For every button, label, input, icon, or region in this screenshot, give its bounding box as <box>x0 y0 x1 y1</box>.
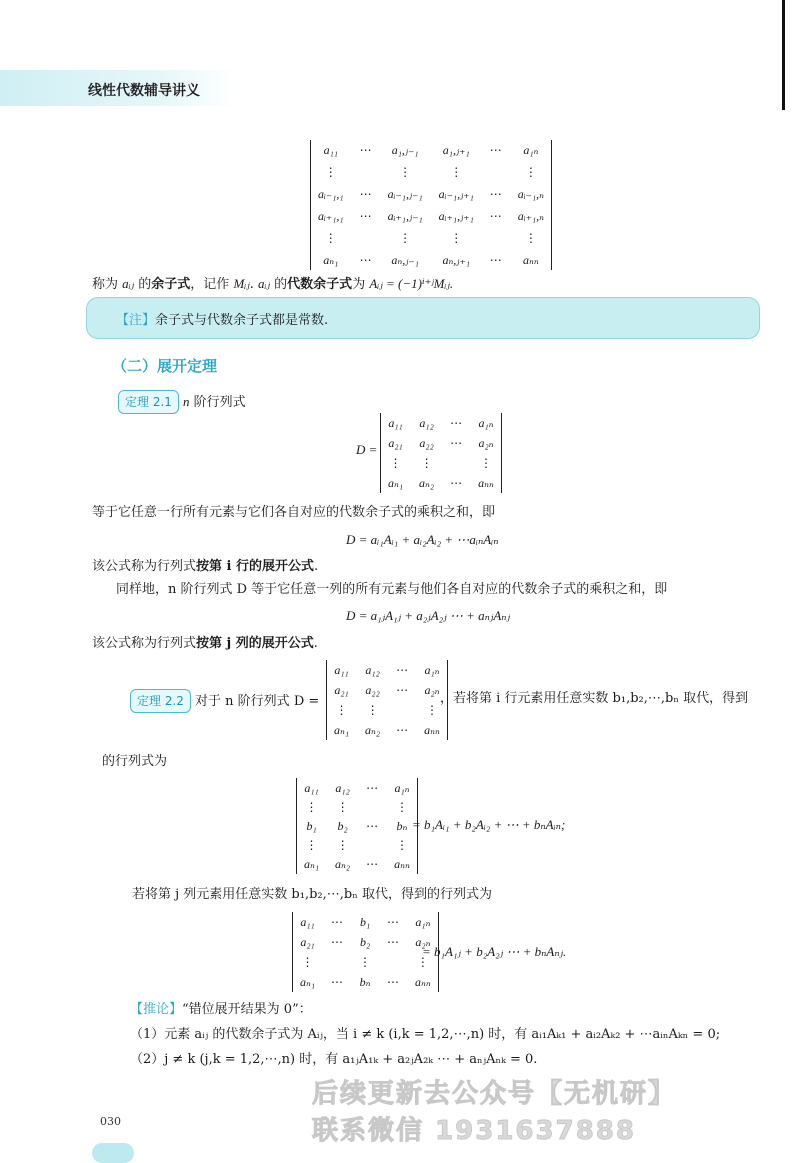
det-entry: ⋮ <box>395 800 408 814</box>
det-entry: ⋮ <box>416 955 429 969</box>
det-entry: ⋮ <box>425 703 438 717</box>
det-entry: ⋮ <box>524 231 537 245</box>
note-label: 【注】 <box>116 313 156 328</box>
theorem-2-2-text: ，若将第 i 行元素用任意实数 b₁,b₂,⋯,bₙ 取代，得到 <box>440 691 749 706</box>
det-entry: ⋮ <box>305 800 318 814</box>
def-text: 的 <box>134 277 152 292</box>
det-entry: ⋯ <box>450 416 463 430</box>
det-entry: aₙ₂ <box>419 476 435 490</box>
det-entry: aₙ₁ <box>304 857 320 871</box>
det-entry: ⋯ <box>359 209 372 223</box>
det-entry: ⋮ <box>399 231 412 245</box>
det-entry: bₙ <box>359 975 371 989</box>
def-text: 的 <box>270 277 288 292</box>
def-text: ，记作 <box>190 277 234 292</box>
det-entry: a₁₂ <box>365 663 380 677</box>
running-header: 线性代数辅导讲义 <box>88 83 200 99</box>
det-entry: ⋯ <box>450 436 463 450</box>
row-expansion-formula: D = aᵢ₁Aᵢ₁ + aᵢ₂Aᵢ₂ + ⋯aᵢₙAᵢₙ <box>346 532 499 547</box>
det-entry: b₂ <box>359 935 371 949</box>
det-entry: ⋮ <box>399 165 412 179</box>
det-entry: aₙₙ <box>394 857 410 871</box>
det-entry: ⋮ <box>305 838 318 852</box>
def-text: 为 <box>352 277 370 292</box>
det-entry: ⋯ <box>359 187 372 201</box>
det-entry: ⋯ <box>489 209 502 223</box>
det-entry: ⋯ <box>331 915 344 929</box>
body-text: . <box>314 559 319 574</box>
det-entry: ⋯ <box>450 476 463 490</box>
det-entry: a₁₁ <box>388 416 403 430</box>
det-entry: a₁₁ <box>300 915 315 929</box>
det-entry: ⋯ <box>396 663 409 677</box>
det-entry <box>396 703 408 717</box>
body-text: . <box>313 636 318 651</box>
det-entry: ⋯ <box>366 781 379 795</box>
det-entry: aₙ,ⱼ₋₁ <box>391 253 419 267</box>
def-term-cofactor: 代数余子式 <box>287 277 353 292</box>
minor-definition <box>92 274 453 295</box>
det-entry <box>490 231 502 245</box>
det-entry: ⋯ <box>359 143 372 157</box>
det-entry <box>450 456 462 470</box>
cofactor-formula: Aᵢⱼ = (−1)ⁱ⁺ʲMᵢⱼ. <box>369 276 454 291</box>
theorem-2-1-determinant <box>380 413 502 493</box>
column-expansion-formula: D = a₁ⱼA₁ⱼ + a₂ⱼA₂ⱼ ⋯ + aₙⱼAₙⱼ <box>346 608 510 623</box>
det-entry: ⋮ <box>336 800 349 814</box>
det-entry: aᵢ₊₁,ⱼ₋₁ <box>387 209 423 223</box>
det-entry: ⋮ <box>479 456 492 470</box>
det-entry: aₙ₂ <box>335 857 351 871</box>
row-replaced-rhs: = b₁Aᵢ₁ + b₂Aᵢ₂ + ⋯ + bₙAᵢₙ; <box>412 817 566 832</box>
det-entry: ⋮ <box>395 838 408 852</box>
det-entry <box>366 800 378 814</box>
det-entry: ⋯ <box>387 915 400 929</box>
theorem-2-2-heading <box>130 689 319 713</box>
det-entry: ⋯ <box>359 253 372 267</box>
det-entry: a₁ₙ <box>523 143 539 157</box>
det-entry: ⋮ <box>335 703 348 717</box>
section-title: （二）展开定理 <box>112 357 218 375</box>
column-expansion-term: 按第 j 列的展开公式 <box>196 636 314 651</box>
note <box>116 309 328 328</box>
det-entry: ⋮ <box>336 838 349 852</box>
det-entry: a₁,ⱼ₊₁ <box>442 143 470 157</box>
body-text: 该公式称为行列式 <box>92 559 197 574</box>
def-symbol: Mᵢⱼ <box>233 276 250 291</box>
theorem-2-1-line4 <box>92 634 318 654</box>
def-term-minor: 余子式 <box>151 277 191 292</box>
det-entry: a₂₂ <box>365 683 380 697</box>
det-entry: aᵢ₊₁,₁ <box>318 209 344 223</box>
def-text: . <box>249 277 259 292</box>
note-text: 余子式与代数余子式都是常数. <box>155 313 329 328</box>
det-entry: b₂ <box>337 819 348 833</box>
theorem-2-2-text4: 若将第 j 列元素用任意实数 b₁,b₂,⋯,bₙ 取代，得到的行列式为 <box>132 887 492 902</box>
det-entry: aₙ₂ <box>365 723 381 737</box>
theorem-2-2-determinant <box>326 660 448 740</box>
page-tab <box>92 1143 134 1163</box>
det-entry: ⋮ <box>450 231 463 245</box>
det-entry: aₙ,ⱼ₊₁ <box>442 253 470 267</box>
theorem-symbol: n <box>183 394 190 409</box>
det-entry: ⋯ <box>489 253 502 267</box>
minor-determinant <box>310 140 552 270</box>
det-entry <box>360 231 372 245</box>
corollary-text: “错位展开结果为 0”： <box>182 1002 312 1017</box>
det-entry: aᵢ₊₁,ₙ <box>517 209 545 223</box>
row-expansion-term: 按第 i 行的展开公式 <box>196 559 315 574</box>
det-entry: a₁₁ <box>323 143 338 157</box>
det-entry: a₁ₙ <box>394 781 410 795</box>
det-entry: ⋮ <box>524 165 537 179</box>
det-entry: ⋮ <box>450 165 463 179</box>
det-entry: bₙ <box>396 819 408 833</box>
det-entry: ⋯ <box>366 819 379 833</box>
det-entry: b₁ <box>306 819 317 833</box>
det-entry: aₙ₁ <box>388 476 404 490</box>
det-entry: a₂₁ <box>300 935 315 949</box>
det-entry: aₙ₁ <box>323 253 339 267</box>
det-entry: ⋯ <box>366 857 379 871</box>
det-entry: ⋯ <box>387 935 400 949</box>
det-entry: a₁₁ <box>304 781 319 795</box>
det-entry: a₁,ⱼ₋₁ <box>391 143 419 157</box>
det-lhs: D = <box>356 442 378 457</box>
det-entry <box>387 955 399 969</box>
def-symbol: aᵢⱼ <box>122 276 135 291</box>
det-entry: ⋯ <box>489 143 502 157</box>
det-entry: a₂ₙ <box>415 935 431 949</box>
det-entry: a₁₁ <box>334 663 349 677</box>
det-entry: aₙₙ <box>478 476 494 490</box>
det-entry: aᵢ₋₁,ⱼ₊₁ <box>438 187 474 201</box>
theorem-badge: 定理 2.2 <box>130 689 191 713</box>
theorem-badge: 定理 2.1 <box>118 390 179 414</box>
det-entry: a₂₁ <box>388 436 403 450</box>
det-entry: ⋮ <box>420 456 433 470</box>
det-entry: aₙ₁ <box>334 723 350 737</box>
det-entry: aₙₙ <box>523 253 539 267</box>
det-entry: ⋯ <box>489 187 502 201</box>
det-entry <box>366 838 378 852</box>
det-entry: aₙ₁ <box>300 975 316 989</box>
det-entry: ⋮ <box>301 955 314 969</box>
watermark-line-2: 联系微信 19316378​88 <box>312 1116 636 1146</box>
det-entry: a₂₂ <box>419 436 434 450</box>
theorem-text: 对于 n 阶行列式 D = <box>195 694 320 709</box>
corollary-heading <box>130 1000 312 1020</box>
corollary-label: 【推论】 <box>130 1002 183 1017</box>
det-entry: ⋮ <box>359 955 372 969</box>
det-entry: aᵢ₊₁,ⱼ₊₁ <box>438 209 474 223</box>
det-entry: ⋯ <box>331 975 344 989</box>
det-entry: a₁ₙ <box>478 416 494 430</box>
det-entry: ⋯ <box>396 723 409 737</box>
det-entry: a₁ₙ <box>415 915 431 929</box>
theorem-2-2-text3: 的行列式为 <box>102 754 168 769</box>
det-entry <box>490 165 502 179</box>
def-text: 称为 <box>92 277 123 292</box>
det-entry: aₙₙ <box>415 975 431 989</box>
det-entry: aᵢ₋₁,ⱼ₋₁ <box>387 187 423 201</box>
det-entry: a₂ₙ <box>424 683 440 697</box>
column-replaced-rhs: = b₁A₁ⱼ + b₂A₂ⱼ ⋯ + bₙAₙⱼ. <box>422 944 567 959</box>
watermark-line-1: 后续更新去公众号【无机研】 <box>312 1079 677 1109</box>
page-edge-rule <box>782 0 785 110</box>
det-entry: aᵢ₋₁,ₙ <box>517 187 545 201</box>
det-entry: a₂₁ <box>334 683 349 697</box>
det-entry: b₁ <box>359 915 371 929</box>
body-text: 该公式称为行列式 <box>92 636 197 651</box>
det-entry: ⋮ <box>324 231 337 245</box>
column-replaced-determinant <box>292 912 439 992</box>
page-number: 030 <box>100 1115 121 1128</box>
theorem-2-1-line1: 等于它任意一行所有元素与它们各自对应的代数余子式的乘积之和，即 <box>92 505 496 520</box>
corollary-item-2: （2）j ≠ k (j,k = 1,2,⋯,n) 时，有 a₁ⱼA₁ₖ + a₂ⱼA₂ₖ ⋯ + aₙⱼAₙₖ = 0. <box>130 1052 538 1067</box>
det-entry: ⋮ <box>389 456 402 470</box>
def-symbol: aᵢⱼ <box>258 276 271 291</box>
theorem-2-1-heading <box>118 390 246 414</box>
det-entry: aᵢ₋₁,₁ <box>318 187 344 201</box>
det-entry: ⋯ <box>396 683 409 697</box>
det-entry: a₁ₙ <box>424 663 440 677</box>
theorem-2-1-line3: 同样地，n 阶行列式 D 等于它任意一列的所有元素与他们各自对应的代数余子式的乘积之和，即 <box>116 582 668 597</box>
det-entry <box>331 955 343 969</box>
corollary-item-1: （1）元素 aᵢⱼ 的代数余子式为 Aᵢⱼ，当 i ≠ k (i,k = 1,2,⋯,n) 时，有 aᵢ₁Aₖ₁ + aᵢ₂Aₖ₂ + ⋯aᵢₙAₖₙ = 0; <box>130 1027 721 1042</box>
det-entry: ⋯ <box>331 935 344 949</box>
det-entry <box>360 165 372 179</box>
theorem-2-1-line2 <box>92 557 318 577</box>
theorem-text: 阶行列式 <box>189 395 246 410</box>
row-replaced-determinant <box>296 778 418 874</box>
det-entry: ⋮ <box>324 165 337 179</box>
det-entry: a₂ₙ <box>478 436 494 450</box>
det-entry: ⋯ <box>387 975 400 989</box>
det-entry: a₁₂ <box>419 416 434 430</box>
det-entry: aₙₙ <box>424 723 440 737</box>
det-entry: a₁₂ <box>335 781 350 795</box>
det-entry: ⋮ <box>366 703 379 717</box>
